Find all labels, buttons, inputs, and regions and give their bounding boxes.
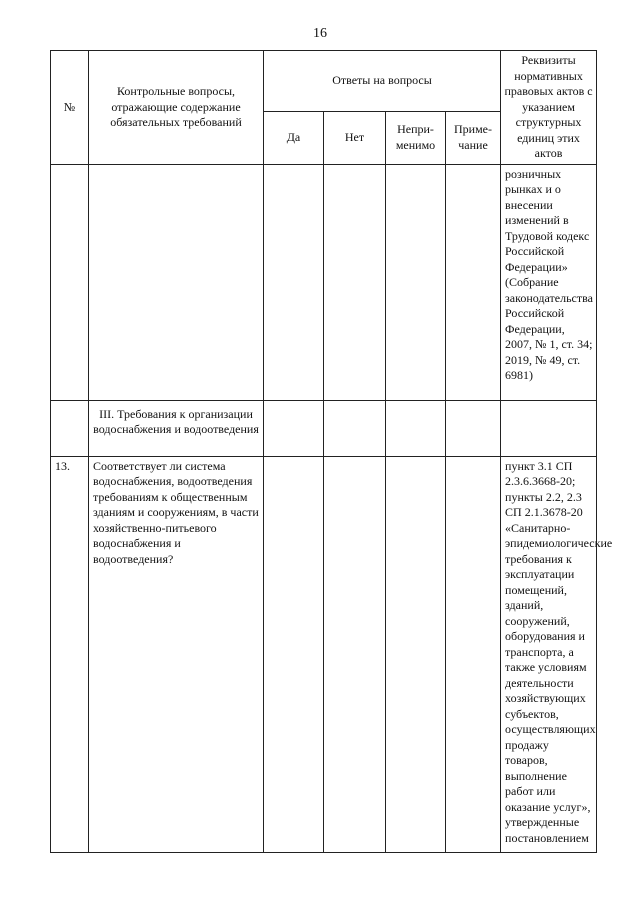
section-title: III. Требования к организации водоснабжения и водоотведения (89, 400, 264, 456)
item-13-yes-cell[interactable] (264, 456, 324, 852)
section-num-cell (51, 400, 89, 456)
cont-yes-cell (264, 164, 324, 400)
item-row-13 (51, 456, 597, 852)
item-13-question: Соответствует ли система водоснабжения, водоотведения требованиям к общественным зданиям и сооружениям, в части хозяйственно-питьевого водоснабжения и водоотведения? (89, 456, 264, 852)
section-row (51, 400, 597, 456)
item-13-no-cell[interactable] (324, 456, 386, 852)
cont-question-cell (89, 164, 264, 400)
header-na: Непри-менимо (386, 111, 446, 164)
section-note-cell (446, 400, 501, 456)
item-13-note-cell[interactable] (446, 456, 501, 852)
header-questions: Контрольные вопросы, отражающие содержание обязательных требований (89, 51, 264, 165)
continuation-row (51, 164, 597, 400)
section-requisites-cell (501, 400, 597, 456)
header-no: Нет (324, 111, 386, 164)
header-yes: Да (264, 111, 324, 164)
cont-na-cell (386, 164, 446, 400)
header-requisites: Реквизиты нормативных правовых актов с указанием структурных единиц этих актов (501, 51, 597, 165)
section-na-cell (386, 400, 446, 456)
section-yes-cell (264, 400, 324, 456)
item-13-na-cell[interactable] (386, 456, 446, 852)
checklist-table (50, 50, 613, 853)
section-no-cell (324, 400, 386, 456)
header-note: Приме-чание (446, 111, 501, 164)
cont-note-cell (446, 164, 501, 400)
header-row (51, 51, 597, 112)
cont-requisites: розничных рынках и о внесении изменений в Трудовой кодекс Российской Федерации» (Собрание законодательства Российской Федерации, 2007, № 1, ст. 34; 2019, № 49, ст. 6981) (501, 164, 597, 400)
item-13-requisites: пункт 3.1 СП 2.3.6.3668-20; пункты 2.2, 2.3 СП 2.1.3678-20 «Санитарно-эпидемиологические требования к эксплуатации помещений, зданий, сооружений, оборудования и транспорта, а также условиям деятельности хозяйствующих субъектов, осуществляющих продажу товаров, выполнение работ или оказание услуг», утвержденные постановлением (501, 456, 597, 852)
header-answers: Ответы на вопросы (264, 51, 501, 112)
header-num: № (51, 51, 89, 165)
cont-num-cell (51, 164, 89, 400)
page-number: 16 (313, 26, 327, 41)
cont-no-cell (324, 164, 386, 400)
item-13-num: 13. (51, 456, 89, 852)
